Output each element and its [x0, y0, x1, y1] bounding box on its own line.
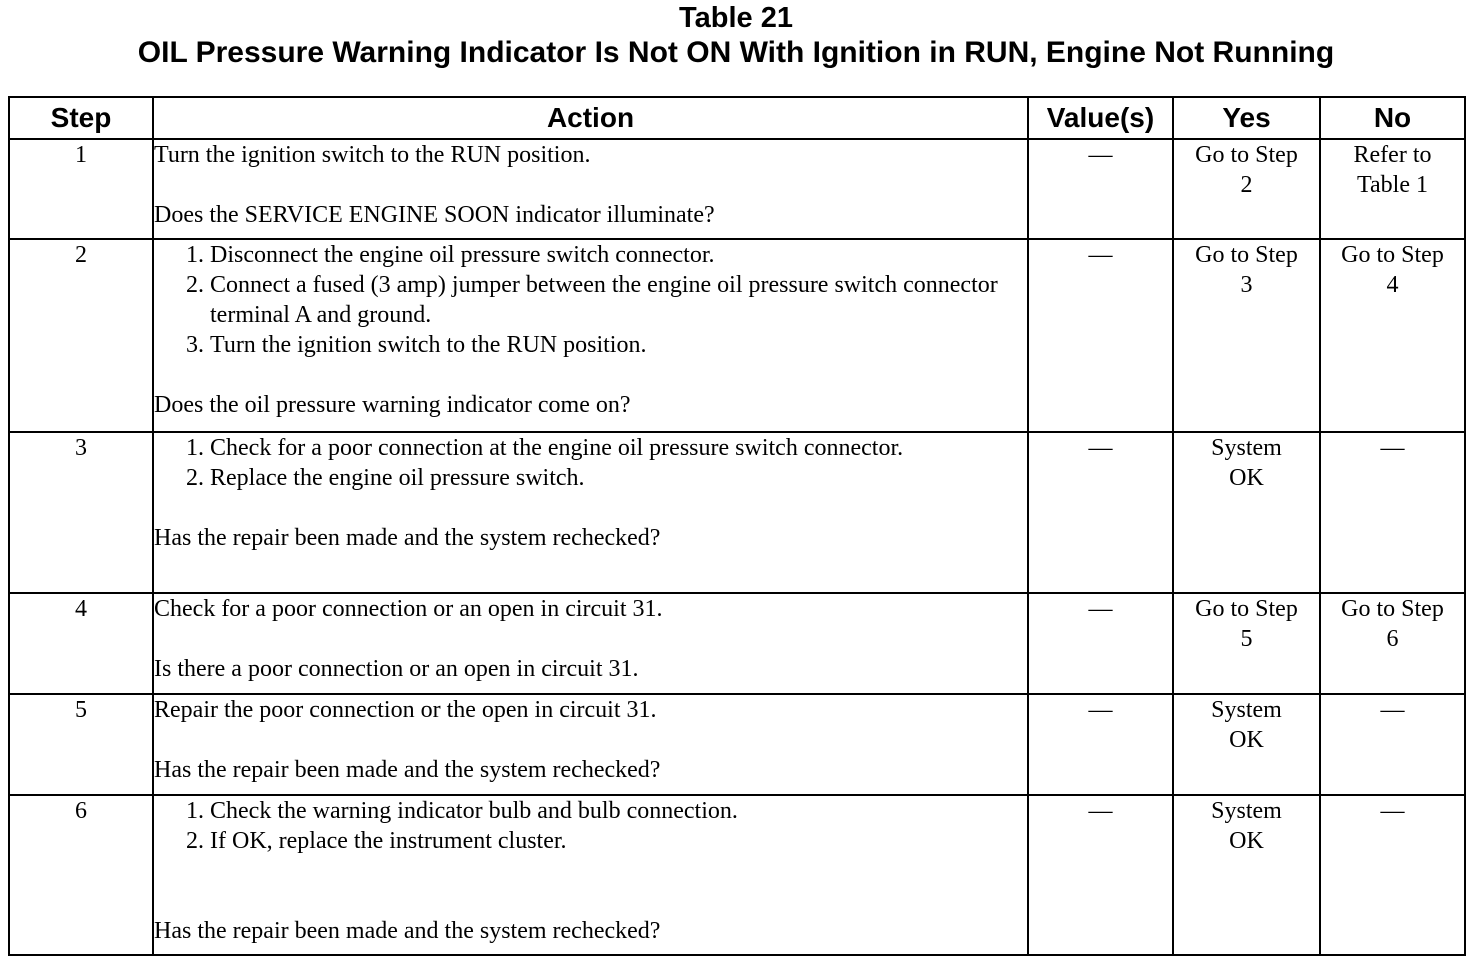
- table-row: [9, 239, 1465, 432]
- yes-cell: System OK: [1173, 694, 1320, 795]
- value-cell: —: [1028, 694, 1173, 795]
- substep-list: [154, 796, 1027, 856]
- substep-list: [154, 240, 1027, 360]
- no-cell: Go to Step 4: [1320, 239, 1465, 432]
- header-yes: Yes: [1173, 97, 1320, 139]
- substep: 2. Replace the engine oil pressure switch.: [210, 463, 1027, 493]
- no-cell: Go to Step 6: [1320, 593, 1465, 694]
- header-values: Value(s): [1028, 97, 1173, 139]
- action-question: Has the repair been made and the system rechecked?: [154, 757, 661, 783]
- substep-list: [154, 433, 1027, 493]
- value-cell: —: [1028, 139, 1173, 239]
- action-question: Does the oil pressure warning indicator come on?: [154, 392, 631, 418]
- diagnostic-table: [8, 96, 1466, 956]
- table-number: Table 21: [679, 2, 793, 34]
- action-cell: [153, 239, 1028, 432]
- substep: 2. Connect a fused (3 amp) jumper between the engine oil pressure switch connector terminal A and ground.: [210, 270, 1027, 330]
- yes-cell: System OK: [1173, 795, 1320, 955]
- value-cell: —: [1028, 432, 1173, 593]
- substep: 1. Check the warning indicator bulb and bulb connection.: [210, 796, 1027, 826]
- no-cell: —: [1320, 795, 1465, 955]
- action-cell: [153, 593, 1028, 694]
- table-title: [0, 2, 1472, 71]
- table-row: [9, 139, 1465, 239]
- step-number: 2: [9, 239, 153, 432]
- yes-cell: Go to Step 3: [1173, 239, 1320, 432]
- action-text: Turn the ignition switch to the RUN position.: [154, 142, 591, 168]
- table-row: [9, 432, 1465, 593]
- action-cell: [153, 432, 1028, 593]
- step-number: 5: [9, 694, 153, 795]
- table-row: [9, 795, 1465, 955]
- value-cell: —: [1028, 593, 1173, 694]
- table-row: [9, 593, 1465, 694]
- action-cell: [153, 795, 1028, 955]
- table-heading: OIL Pressure Warning Indicator Is Not ON With Ignition in RUN, Engine Not Running: [137, 36, 1335, 69]
- yes-cell: System OK: [1173, 432, 1320, 593]
- action-question: Is there a poor connection or an open in circuit 31.: [154, 656, 639, 682]
- header-step: Step: [9, 97, 153, 139]
- header-action: Action: [153, 97, 1028, 139]
- step-number: 6: [9, 795, 153, 955]
- table-row: [9, 694, 1465, 795]
- value-cell: —: [1028, 239, 1173, 432]
- action-cell: [153, 139, 1028, 239]
- no-cell: Refer to Table 1: [1320, 139, 1465, 239]
- action-text: Repair the poor connection or the open in circuit 31.: [154, 697, 657, 723]
- action-question: Has the repair been made and the system rechecked?: [154, 918, 661, 944]
- value-cell: —: [1028, 795, 1173, 955]
- substep: 2. If OK, replace the instrument cluster.: [210, 826, 1027, 856]
- header-no: No: [1320, 97, 1465, 139]
- yes-cell: Go to Step 5: [1173, 593, 1320, 694]
- action-cell: [153, 694, 1028, 795]
- substep: 1. Check for a poor connection at the engine oil pressure switch connector.: [210, 433, 1027, 463]
- header-row: [9, 97, 1465, 139]
- no-cell: —: [1320, 432, 1465, 593]
- step-number: 1: [9, 139, 153, 239]
- action-question: Does the SERVICE ENGINE SOON indicator illuminate?: [154, 202, 715, 228]
- substep: 3. Turn the ignition switch to the RUN position.: [210, 330, 1027, 360]
- no-cell: —: [1320, 694, 1465, 795]
- yes-cell: Go to Step 2: [1173, 139, 1320, 239]
- step-number: 3: [9, 432, 153, 593]
- action-question: Has the repair been made and the system rechecked?: [154, 525, 661, 551]
- action-text: Check for a poor connection or an open in circuit 31.: [154, 596, 663, 622]
- step-number: 4: [9, 593, 153, 694]
- substep: 1. Disconnect the engine oil pressure switch connector.: [210, 240, 1027, 270]
